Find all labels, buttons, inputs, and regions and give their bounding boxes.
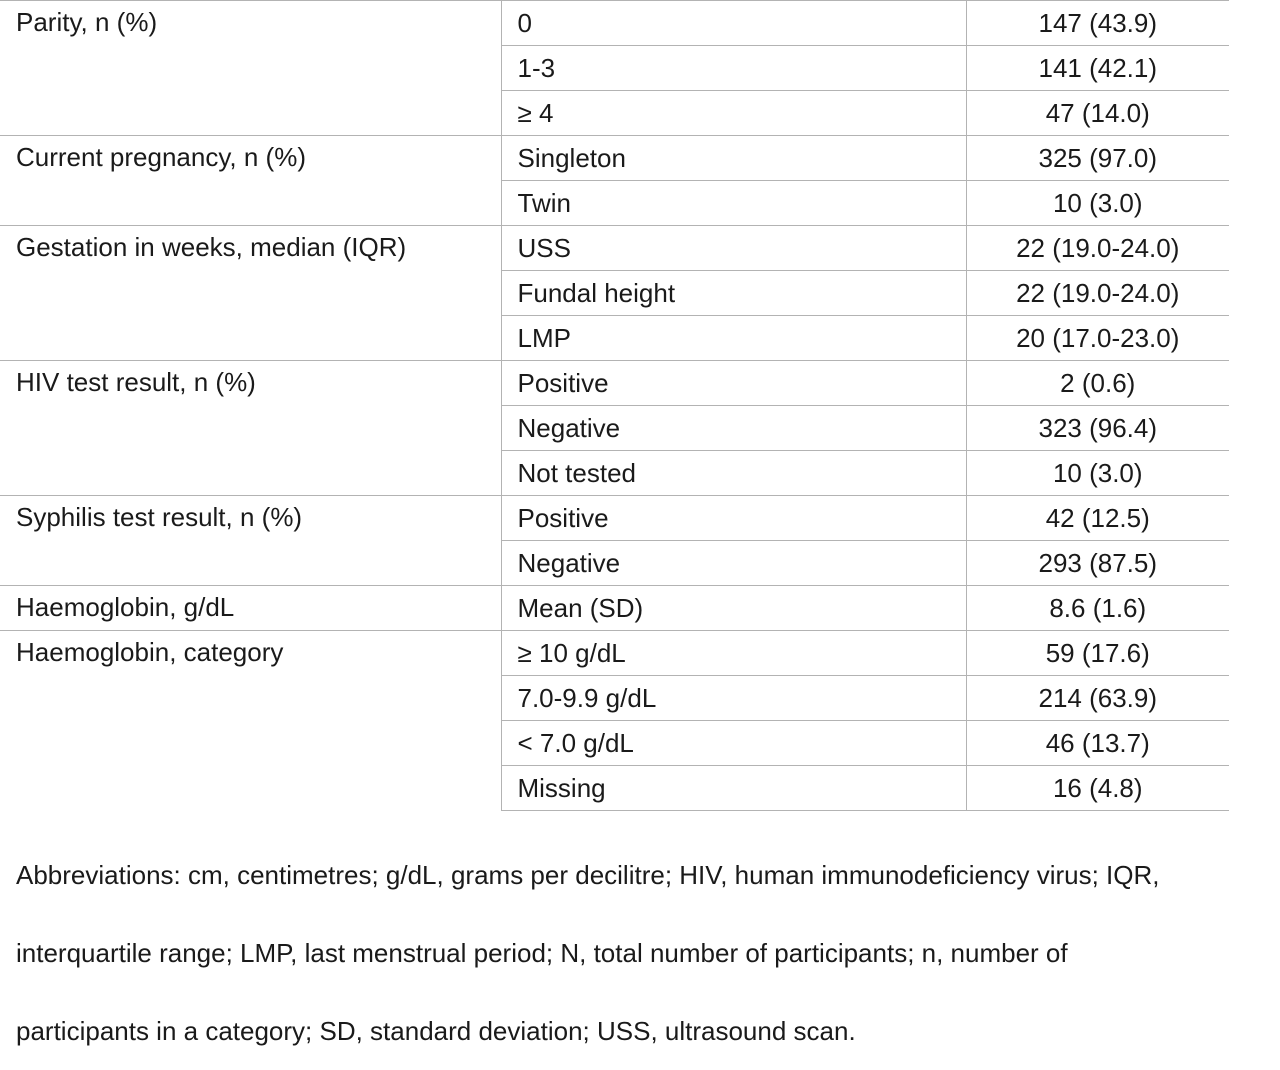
category-cell: Fundal height xyxy=(501,271,966,316)
table-row xyxy=(0,586,1229,631)
category-cell: Positive xyxy=(501,496,966,541)
category-cell: Negative xyxy=(501,541,966,586)
value-cell: 8.6 (1.6) xyxy=(966,586,1229,631)
value-cell: 325 (97.0) xyxy=(966,136,1229,181)
table-row xyxy=(0,631,1229,676)
value-cell: 147 (43.9) xyxy=(966,1,1229,46)
value-cell: 214 (63.9) xyxy=(966,676,1229,721)
category-cell: Negative xyxy=(501,406,966,451)
value-cell: 46 (13.7) xyxy=(966,721,1229,766)
category-cell: 0 xyxy=(501,1,966,46)
category-cell: ≥ 4 xyxy=(501,91,966,136)
table-row xyxy=(0,361,1229,406)
table-row xyxy=(0,226,1229,271)
value-cell: 2 (0.6) xyxy=(966,361,1229,406)
value-cell: 141 (42.1) xyxy=(966,46,1229,91)
variable-label-cell: HIV test result, n (%) xyxy=(0,361,501,496)
footnote-line: participants in a category; SD, standard deviation; USS, ultrasound scan. xyxy=(16,1016,856,1046)
category-cell: LMP xyxy=(501,316,966,361)
variable-label-cell: Gestation in weeks, median (IQR) xyxy=(0,226,501,361)
value-cell: 293 (87.5) xyxy=(966,541,1229,586)
category-cell: USS xyxy=(501,226,966,271)
variable-label-cell: Current pregnancy, n (%) xyxy=(0,136,501,226)
table-row xyxy=(0,1,1229,46)
category-cell: Mean (SD) xyxy=(501,586,966,631)
value-cell: 10 (3.0) xyxy=(966,451,1229,496)
value-cell: 20 (17.0-23.0) xyxy=(966,316,1229,361)
footnote-line: interquartile range; LMP, last menstrual period; N, total number of participants; n, number of xyxy=(16,938,1068,968)
table-row xyxy=(0,136,1229,181)
category-cell: ≥ 10 g/dL xyxy=(501,631,966,676)
variable-label-cell: Parity, n (%) xyxy=(0,1,501,136)
variable-label-cell: Haemoglobin, category xyxy=(0,631,501,811)
abbreviations-footnote xyxy=(16,836,1276,1070)
value-cell: 22 (19.0-24.0) xyxy=(966,226,1229,271)
category-cell: 7.0-9.9 g/dL xyxy=(501,676,966,721)
value-cell: 22 (19.0-24.0) xyxy=(966,271,1229,316)
variable-label-cell: Syphilis test result, n (%) xyxy=(0,496,501,586)
category-cell: Twin xyxy=(501,181,966,226)
value-cell: 16 (4.8) xyxy=(966,766,1229,811)
value-cell: 42 (12.5) xyxy=(966,496,1229,541)
category-cell: 1-3 xyxy=(501,46,966,91)
category-cell: Positive xyxy=(501,361,966,406)
table-row xyxy=(0,496,1229,541)
value-cell: 323 (96.4) xyxy=(966,406,1229,451)
category-cell: Missing xyxy=(501,766,966,811)
footnote-line: Abbreviations: cm, centimetres; g/dL, grams per decilitre; HIV, human immunodeficiency virus; IQR, xyxy=(16,860,1160,890)
value-cell: 59 (17.6) xyxy=(966,631,1229,676)
value-cell: 47 (14.0) xyxy=(966,91,1229,136)
table-body xyxy=(0,1,1229,811)
variable-label-cell: Haemoglobin, g/dL xyxy=(0,586,501,631)
category-cell: Not tested xyxy=(501,451,966,496)
value-cell: 10 (3.0) xyxy=(966,181,1229,226)
category-cell: Singleton xyxy=(501,136,966,181)
category-cell: < 7.0 g/dL xyxy=(501,721,966,766)
